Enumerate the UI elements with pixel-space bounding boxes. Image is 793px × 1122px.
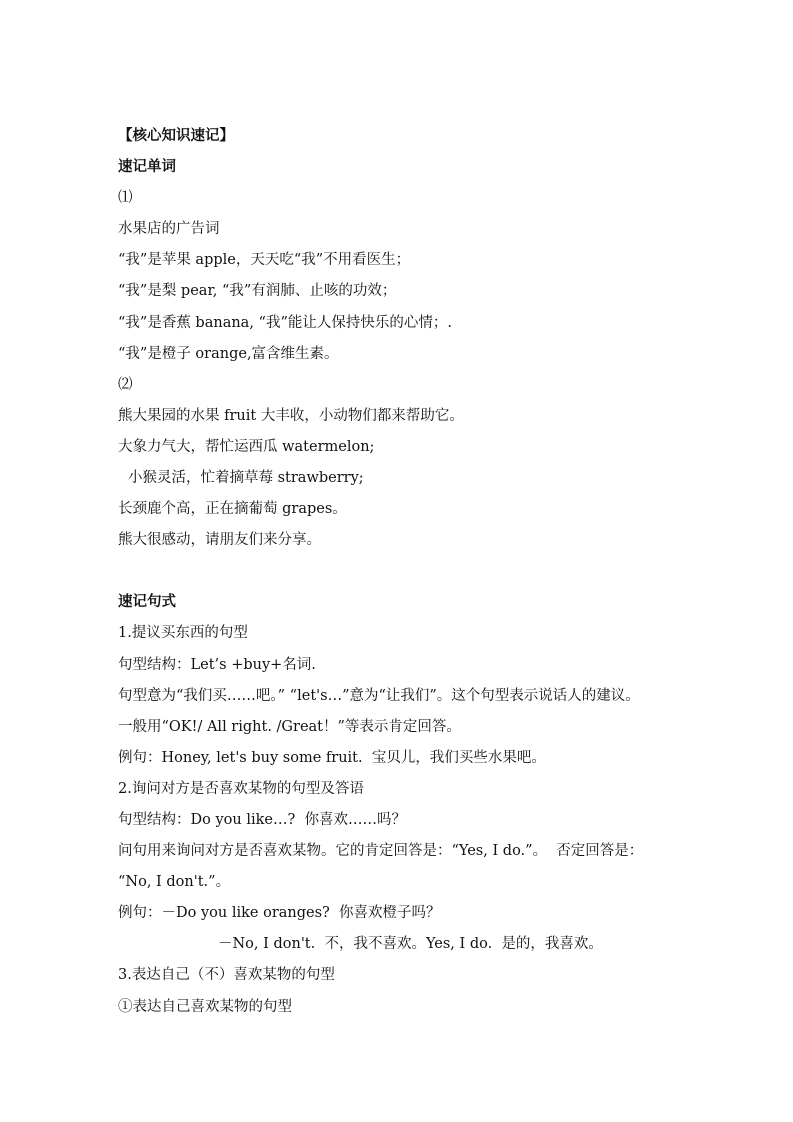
vocab-title: 速记单词 <box>118 159 176 176</box>
text-line: 熊大很感动，请朋友们来分享。 <box>118 532 321 549</box>
sentences-title: 速记句式 <box>118 594 176 611</box>
text-line: －No, I don't. 不，我不喜欢。Yes, I do. 是的，我喜欢。 <box>218 936 603 953</box>
text-line: 熊大果园的水果 fruit 大丰收，小动物们都来帮助它。 <box>118 407 464 424</box>
text-line: “No, I don't.”。 <box>118 874 231 891</box>
text-line: 句型意为“我们买……吧。” “let's…”意为“让我们”。这个句型表示说话人的建议。 <box>118 687 640 704</box>
part-number: ⑵ <box>118 376 133 393</box>
text-line: 句型结构：Let’s +buy+名词. <box>118 656 316 673</box>
part-number: ⑴ <box>118 190 133 207</box>
text-line: 小猴灵活，忙着摘草莓 strawberry; <box>128 470 364 487</box>
item-title: 2.询问对方是否喜欢某物的句型及答语 <box>118 780 364 797</box>
part-subtitle: 水果店的广告词 <box>118 221 220 238</box>
item-title: 3.表达自己（不）喜欢某物的句型 <box>118 967 335 984</box>
text-line: “我”是香蕉 banana, “我”能让人保持快乐的心情；. <box>118 314 452 331</box>
text-line: 长颈鹿个高，正在摘葡萄 grapes。 <box>118 501 347 518</box>
text-line: 问句用来询问对方是否喜欢某物。它的肯定回答是：“Yes, I do.”。 否定回答是： <box>118 843 644 860</box>
text-line: 例句：Honey, let's buy some fruit. 宝贝儿，我们买些水果吧。 <box>118 749 546 766</box>
text-line: “我”是苹果 apple，天天吃“我”不用看医生； <box>118 252 411 269</box>
text-line: 大象力气大，帮忙运西瓜 watermelon; <box>118 438 375 455</box>
section-heading: 【核心知识速记】 <box>118 128 234 144</box>
text-line: 例句：－Do you like oranges? 你喜欢橙子吗？ <box>118 905 441 922</box>
blank-line <box>118 556 698 587</box>
document-page <box>118 121 698 1023</box>
text-line: 一般用“OK!/ All right. /Great！”等表示肯定回答。 <box>118 718 461 735</box>
item-title: 1.提议买东西的句型 <box>118 625 248 642</box>
text-line: “我”是梨 pear, “我”有润肺、止咳的功效； <box>118 283 397 300</box>
sub-item-title: ①表达自己喜欢某物的句型 <box>118 998 292 1015</box>
text-line: “我”是橙子 orange,富含维生素。 <box>118 345 339 362</box>
text-line: 句型结构：Do you like…? 你喜欢……吗？ <box>118 811 406 828</box>
